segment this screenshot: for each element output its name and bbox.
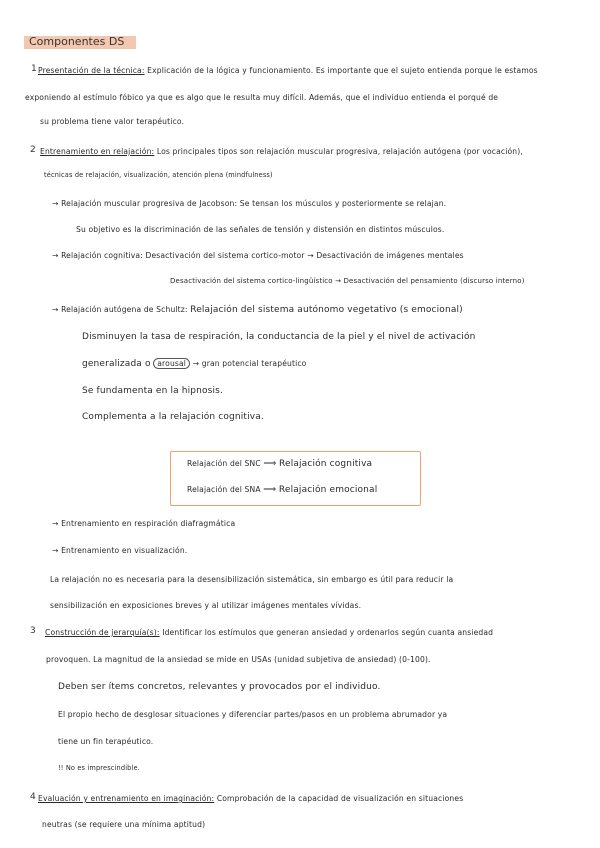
summary-box-row-1 bbox=[187, 459, 372, 469]
section-3-line-2: provoquen. La magnitud de la ansiedad se mide en USAs (unidad subjetiva de ansiedad) (0-100). bbox=[46, 655, 431, 664]
cognitiva-title: → Relajación cognitiva: bbox=[52, 251, 143, 260]
section-1-number: 1 bbox=[31, 64, 37, 74]
jacobson-text: Se tensan los músculos y posteriormente se relajan. bbox=[239, 199, 447, 208]
section-1-text-1: Explicación de la lógica y funcionamiento. Es importante que el sujeto entienda porque le estamos bbox=[147, 66, 538, 75]
autogena-title: → Relajación autógena de Schultz: bbox=[52, 305, 188, 314]
section-4-line-2: neutras (se requiere una mínima aptitud) bbox=[42, 820, 206, 829]
autogena-text-3b: → gran potencial terapéutico bbox=[192, 359, 307, 368]
section-3-heading: Construcción de jerarquía(s): bbox=[45, 628, 160, 637]
section-2-text-1: Los principales tipos son relajación muscular progresiva, relajación autógena (por vocación), bbox=[156, 147, 523, 156]
summary-arrow-icon: ⟹ bbox=[263, 459, 277, 469]
section-3-text-1: Identificar los estímulos que generan ansiedad y ordenarlos según cuanta ansiedad bbox=[162, 628, 494, 637]
section-4-line-1 bbox=[38, 794, 463, 803]
autogena-line-4: Se fundamenta en la hipnosis. bbox=[82, 386, 224, 396]
section-1-line-3: su problema tiene valor terapéutico. bbox=[40, 117, 185, 126]
cognitiva-text-1: Desactivación del sistema cortico-motor → Desactivación de imágenes mentales bbox=[145, 251, 464, 260]
page-title: Componentes DS bbox=[29, 35, 125, 48]
autogena-line-2: Disminuyen la tasa de respiración, la conductancia de la piel y el nivel de activación bbox=[82, 332, 476, 342]
diafragmatica-line: → Entrenamiento en respiración diafragmática bbox=[52, 519, 236, 528]
cognitiva-line-1 bbox=[52, 251, 464, 260]
summary-box bbox=[170, 451, 421, 506]
jacobson-line bbox=[52, 199, 446, 208]
section-1-line-1 bbox=[38, 66, 538, 75]
section-2-heading: Entrenamiento en relajación: bbox=[40, 147, 155, 156]
page-title-highlight bbox=[24, 36, 136, 49]
summary-emocional-label: Relajación emocional bbox=[278, 485, 378, 495]
section-3-line-1 bbox=[45, 628, 493, 637]
autogena-line-3 bbox=[82, 359, 306, 369]
section-3-number: 3 bbox=[30, 626, 36, 636]
note-line-2: sensibilización en exposiciones breves y al utilizar imágenes mentales vívidas. bbox=[50, 601, 362, 610]
section-4-number: 4 bbox=[30, 792, 36, 802]
summary-sna-label: Relajación del SNA bbox=[187, 485, 261, 494]
section-3-line-6: !! No es imprescindible. bbox=[58, 764, 140, 772]
summary-snc-label: Relajación del SNC bbox=[187, 459, 261, 468]
visualizacion-line: → Entrenamiento en visualización. bbox=[52, 546, 188, 555]
section-3-line-5: tiene un fin terapéutico. bbox=[58, 737, 154, 746]
section-1-line-2: exponiendo al estímulo fóbico ya que es algo que le resulta muy difícil. Además, que el individuo entienda el porqué de bbox=[25, 93, 499, 102]
autogena-line-5: Complementa a la relajación cognitiva. bbox=[82, 412, 264, 422]
note-line-1: La relajación no es necesaria para la desensibilización sistemática, sin embargo es útil para reducir la bbox=[50, 575, 454, 584]
cognitiva-line-2: Desactivación del sistema cortico-lingüístico → Desactivación del pensamiento (discurso interno) bbox=[170, 277, 525, 285]
summary-box-row-2 bbox=[187, 485, 377, 495]
autogena-text-3a: generalizada o bbox=[82, 359, 151, 369]
section-4-text-1: Comprobación de la capacidad de visualización en situaciones bbox=[216, 794, 464, 803]
section-2-number: 2 bbox=[30, 145, 36, 155]
section-1-heading: Presentación de la técnica: bbox=[38, 66, 145, 75]
summary-cognitiva-label: Relajación cognitiva bbox=[279, 459, 373, 469]
jacobson-line-2: Su objetivo es la discriminación de las señales de tensión y distensión en distintos músculos. bbox=[76, 225, 445, 234]
jacobson-title: → Relajación muscular progresiva de Jacobson: bbox=[52, 199, 238, 208]
section-4-heading: Evaluación y entrenamiento en imaginación: bbox=[38, 794, 215, 803]
section-3-line-4: El propio hecho de desglosar situaciones y diferenciar partes/pasos en un problema abrumador ya bbox=[58, 710, 448, 719]
autogena-line-1 bbox=[52, 305, 463, 315]
section-2-line-1 bbox=[40, 147, 523, 156]
autogena-text: Relajación del sistema autónomo vegetativo (s emocional) bbox=[190, 305, 463, 315]
arousal-circled-word: arousal bbox=[153, 358, 190, 369]
summary-arrow-icon: ⟹ bbox=[263, 485, 277, 495]
section-3-line-3: Deben ser ítems concretos, relevantes y provocados por el individuo. bbox=[58, 682, 381, 692]
section-2-line-2: técnicas de relajación, visualización, atención plena (mindfulness) bbox=[44, 171, 273, 179]
